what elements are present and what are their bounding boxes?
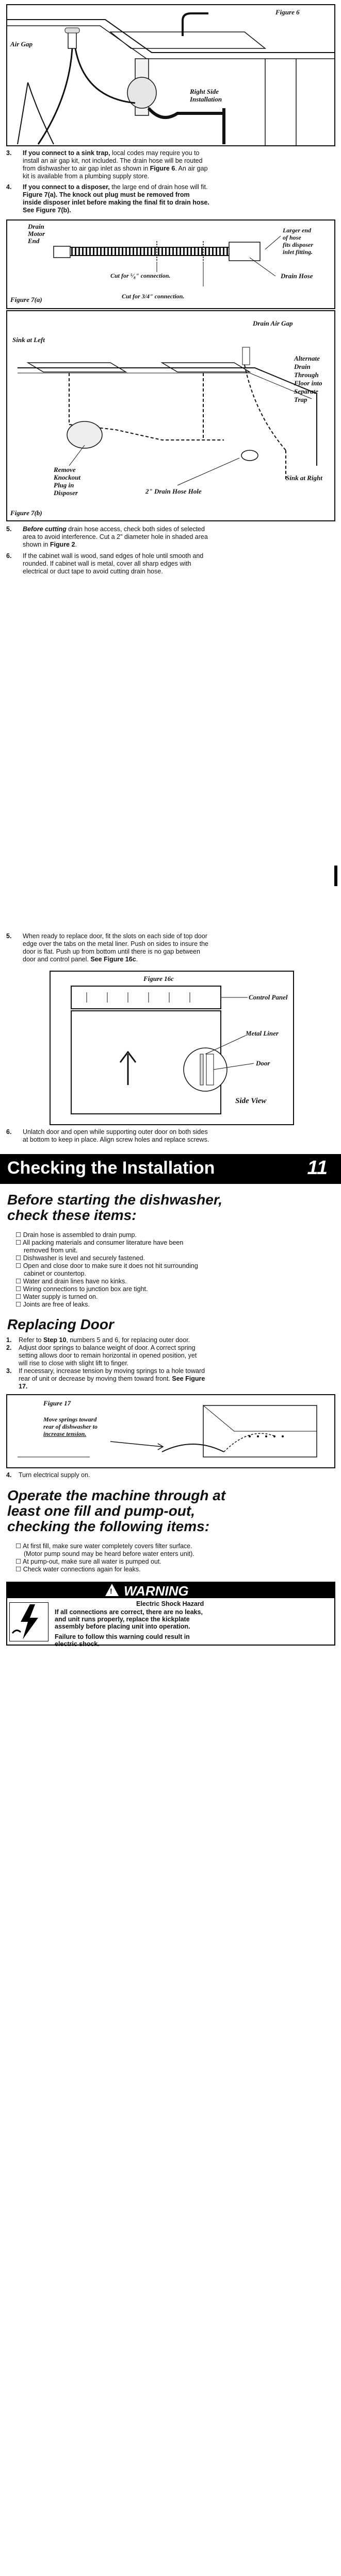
warning-line-1: If all connections are correct, there are no leaks,	[55, 1608, 203, 1616]
step-6-text	[23, 552, 332, 575]
step-4-text	[23, 183, 332, 214]
step-6-number: 6.	[6, 552, 12, 560]
checklist-item-text: Drain hose is assembled to drain pump.	[23, 1231, 137, 1239]
checklist-item-text: Water supply is turned on.	[23, 1293, 98, 1300]
alternate-label-6: Trap	[294, 396, 307, 403]
checklist-item-text: Joints are free of leaks.	[23, 1301, 90, 1308]
replace-step-2-text	[19, 1344, 328, 1367]
door-step-6-text	[23, 1128, 332, 1144]
step-5-text	[23, 526, 332, 549]
checkbox-icon: ☐	[15, 1285, 22, 1293]
checkbox-icon: ☐	[15, 1231, 22, 1239]
checklist-item-text: Wiring connections to junction box are tight.	[23, 1285, 148, 1293]
sink-left-label: Sink at Left	[12, 336, 45, 344]
figure-16c-title: Figure 16c	[143, 975, 174, 982]
large-end-label-4: inlet fitting.	[283, 248, 313, 256]
step-3-lead: If you connect to a sink trap,	[23, 149, 110, 157]
checkbox-icon: ☐	[15, 1566, 22, 1573]
figure-7a	[6, 219, 335, 309]
replace-step-1-a: Refer to	[19, 1336, 43, 1344]
checklist-item-text: Check water connections again for leaks.	[23, 1566, 141, 1573]
door-step-5-line-1: When ready to replace door, fit the slots on each side of top door	[23, 933, 207, 940]
checklist-item-text: Open and close door to make sure it does not hit surrounding	[23, 1262, 198, 1269]
checklist-item	[15, 1293, 98, 1301]
checklist-item-text: All packing materials and consumer literature have been	[23, 1239, 184, 1246]
checklist-item	[15, 1285, 148, 1293]
step-5-line-1: drain hose access, check both sides of selected	[66, 526, 205, 533]
step-5-lead: Before cutting	[23, 526, 67, 533]
figure-6-title: Figure 6	[275, 8, 300, 16]
replace-step-2-line-1: Adjust door springs to balance weight of door. A correct spring	[19, 1344, 196, 1351]
right-side-label-2: Installation	[190, 95, 222, 103]
replace-step-3-text	[19, 1367, 328, 1391]
drain-motor-label-2: Motor	[28, 230, 45, 238]
power-step-number: 4.	[6, 1471, 12, 1479]
figure-17-caption-1: Move springs toward	[43, 1416, 97, 1423]
door-step-5-number: 5.	[6, 933, 12, 940]
operate-heading-3: checking the following items:	[7, 1518, 210, 1534]
step-6-line-3: electrical or duct tape to avoid cutting drain hose.	[23, 568, 163, 575]
step-4-line-4: See Figure 7(b).	[23, 207, 71, 214]
replace-step-1-text	[19, 1336, 328, 1344]
checklist-item	[15, 1255, 145, 1262]
step-4-line-2: Figure 7(a). The knock out plug must be removed from	[23, 191, 190, 198]
step-3-line-2: install an air gap kit, not included. The drain hose will be routed	[23, 157, 203, 164]
step-5-line-3-end: .	[75, 541, 77, 548]
large-end-label-3: fits disposer	[283, 241, 314, 248]
air-gap-label: Air Gap	[10, 40, 33, 48]
replace-step-3-number: 3.	[6, 1367, 12, 1375]
section-header	[0, 1154, 341, 1184]
checklist-item-text: removed from unit.	[24, 1247, 78, 1254]
warning-banner	[7, 1583, 334, 1598]
checklist-item	[15, 1262, 198, 1270]
step-3-line-4: kit is available from a plumbing supply store.	[23, 173, 150, 180]
checkbox-icon: ☐	[15, 1255, 22, 1262]
checklist-item	[24, 1550, 194, 1558]
checkbox-icon: ☐	[15, 1543, 22, 1550]
remove-knockout-label-2: Knockout	[54, 473, 81, 481]
remove-knockout-label-3: Plug in	[54, 481, 74, 489]
door-step-5-fig-ref: See Figure 16c	[90, 956, 136, 963]
figure-17	[6, 1394, 335, 1468]
cut-34-label: Cut for 3/4" connection.	[122, 293, 185, 300]
figure-7b-title: Figure 7(b)	[10, 509, 42, 517]
warning-line-4: Failure to follow this warning could result in	[55, 1633, 190, 1640]
operate-heading-2: least one fill and pump-out,	[7, 1503, 195, 1519]
checklist-item	[15, 1558, 161, 1566]
figure-6-illustration	[7, 5, 334, 145]
section-title: Checking the Installation	[7, 1158, 215, 1178]
checkbox-icon: ☐	[15, 1239, 22, 1246]
replacing-door-heading: Replacing Door	[7, 1316, 114, 1332]
warning-exclamation-icon: !	[110, 1587, 112, 1595]
step-5-line-3: shown in	[23, 541, 50, 548]
checkbox-icon: ☐	[15, 1558, 22, 1565]
sink-right-label: Sink at Right	[286, 474, 322, 482]
step-3-fig-ref: Figure 6	[150, 165, 175, 172]
step-4-line-3: inside disposer inlet before making the final fit to drain hose.	[23, 199, 209, 206]
step-5-line-2: area to avoid interference. Cut a 2" diameter hole in shaded area	[23, 533, 208, 540]
replace-step-2-number: 2.	[6, 1344, 12, 1351]
figure-17-title: Figure 17	[43, 1399, 71, 1407]
checklist-item	[15, 1239, 183, 1247]
warning-box	[6, 1582, 335, 1646]
figure-6	[6, 4, 335, 146]
checklist-item	[15, 1566, 141, 1573]
step-4-line-1: the large end of drain hose will fit.	[109, 183, 208, 191]
warning-line-5: electric shock.	[55, 1640, 100, 1648]
alternate-label-3: Through	[294, 371, 319, 379]
checklist-item-text: Dishwasher is level and securely fastened.	[23, 1255, 145, 1262]
remove-knockout-label-1: Remove	[54, 466, 76, 473]
step-6-line-1: If the cabinet wall is wood, sand edges of hole until smooth and	[23, 552, 204, 560]
replace-step-1-c: , numbers 5 and 6, for replacing outer door.	[66, 1336, 190, 1344]
checklist-item-text: At pump-out, make sure all water is pumped out.	[23, 1558, 161, 1565]
before-heading-2: check these items:	[7, 1207, 137, 1223]
checklist-item-text: At first fill, make sure water completely covers filter surface.	[23, 1543, 192, 1550]
replace-step-2-line-3: will rise to close with slight lift to finger.	[19, 1360, 129, 1367]
step-3-line-1: local codes may require you to	[110, 149, 200, 157]
figure-17-caption-2: rear of dishwasher to	[43, 1423, 98, 1430]
door-step-5-line-4: door and control panel.	[23, 956, 91, 963]
warning-text	[55, 1608, 203, 1648]
checklist-item	[15, 1278, 127, 1285]
replace-step-1-number: 1.	[6, 1336, 12, 1344]
power-step-text: Turn electrical supply on.	[19, 1471, 90, 1479]
step-5-fig-ref: Figure 2	[50, 541, 75, 548]
side-view-label: Side View	[235, 1097, 267, 1105]
step-6-line-2: rounded. If cabinet wall is metal, cover all sharp edges with	[23, 560, 191, 567]
checklist-item-text: cabinet or countertop.	[24, 1270, 86, 1277]
step-5-number: 5.	[6, 526, 12, 533]
door-step-6-line-1: Unlatch door and open while supporting outer door on both sides	[23, 1128, 208, 1136]
alternate-label-1: Alternate	[294, 354, 320, 362]
step-3-line-3: from dishwasher to air gap inlet as shown in	[23, 165, 150, 172]
checklist-item	[24, 1270, 86, 1278]
drain-hose-hole-label: 2" Drain Hose Hole	[145, 487, 202, 495]
door-step-5-line-4-end: .	[136, 956, 138, 963]
checkbox-icon: ☐	[15, 1293, 22, 1300]
before-heading-1: Before starting the dishwasher,	[7, 1192, 222, 1208]
replace-step-3-line-1: If necessary, increase tension by moving springs to a hole toward	[19, 1367, 205, 1375]
alternate-label-2: Drain	[294, 363, 311, 370]
warning-title: Electric Shock Hazard	[136, 1600, 204, 1607]
replace-step-3-ref: See Figure	[172, 1375, 205, 1382]
step-4-lead: If you connect to a disposer,	[23, 183, 110, 191]
door-step-6-number: 6.	[6, 1128, 12, 1136]
checklist-item-text: (Motor pump sound may be heard before water enters unit).	[24, 1550, 194, 1557]
control-panel-label: Control Panel	[249, 993, 288, 1001]
figure-7a-title: Figure 7(a)	[10, 296, 42, 303]
metal-liner-label: Metal Liner	[246, 1029, 279, 1037]
step-3-number: 3.	[6, 149, 12, 157]
figure-7b	[6, 310, 335, 521]
checklist-item	[15, 1543, 192, 1550]
drain-motor-label-1: Drain	[28, 223, 44, 230]
checklist-item	[24, 1247, 77, 1255]
checklist-item	[15, 1231, 137, 1239]
door-label: Door	[256, 1059, 270, 1067]
step-3-text	[23, 149, 332, 180]
checkbox-icon: ☐	[15, 1262, 22, 1269]
replace-step-3-line-2: rear of unit or decrease by moving them toward front.	[19, 1375, 172, 1382]
large-end-label-2: of hose	[283, 234, 301, 241]
door-step-6-line-2: at bottom to keep in place. Align screw holes and replace screws.	[23, 1136, 209, 1143]
replace-step-3-line-3: 17.	[19, 1383, 28, 1390]
drain-motor-label-3: End	[28, 237, 40, 245]
figure-17-caption-3: increase tension.	[43, 1430, 87, 1437]
step-4-number: 4.	[6, 183, 12, 191]
replace-step-1-ref: Step 10	[43, 1336, 67, 1344]
warning-line-3: assembly before placing unit into operation.	[55, 1623, 190, 1630]
checkbox-icon: ☐	[15, 1278, 22, 1285]
electric-shock-icon	[9, 1602, 48, 1641]
checklist-item	[15, 1301, 90, 1309]
warning-line-2: and unit runs properly, replace the kickplate	[55, 1616, 190, 1623]
operate-heading-1: Operate the machine through at	[7, 1487, 226, 1503]
door-step-5-line-2: edge over the tabs on the metal liner. Push on sides to insure the	[23, 940, 208, 947]
checklist-item-text: Water and drain lines have no kinks.	[23, 1278, 127, 1285]
section-number: 11	[307, 1157, 328, 1179]
right-side-label-1: Right Side	[190, 88, 219, 95]
large-end-label-1: Larger end	[283, 227, 311, 234]
remove-knockout-label-4: Disposer	[54, 489, 78, 497]
page-edge	[334, 866, 337, 886]
warning-label: WARNING	[124, 1583, 189, 1599]
step-3-line-3-end: . An air gap	[175, 165, 208, 172]
cut-58-label: Cut for ⁵⁄₈" connection.	[110, 272, 171, 279]
door-step-5-text	[23, 933, 332, 963]
alternate-label-4: Floor into	[294, 379, 322, 387]
replace-step-2-line-2: setting allows door to remain horizontal in opened position, yet	[19, 1352, 197, 1359]
checkbox-icon: ☐	[15, 1301, 22, 1308]
alternate-label-5: Separate	[294, 387, 318, 395]
door-step-5-line-3: door is flat. Push up from bottom until there is no gap between	[23, 948, 200, 955]
drain-hose-label: Drain Hose	[281, 272, 313, 280]
figure-16c	[50, 971, 294, 1125]
drain-air-gap-label: Drain Air Gap	[253, 319, 293, 327]
